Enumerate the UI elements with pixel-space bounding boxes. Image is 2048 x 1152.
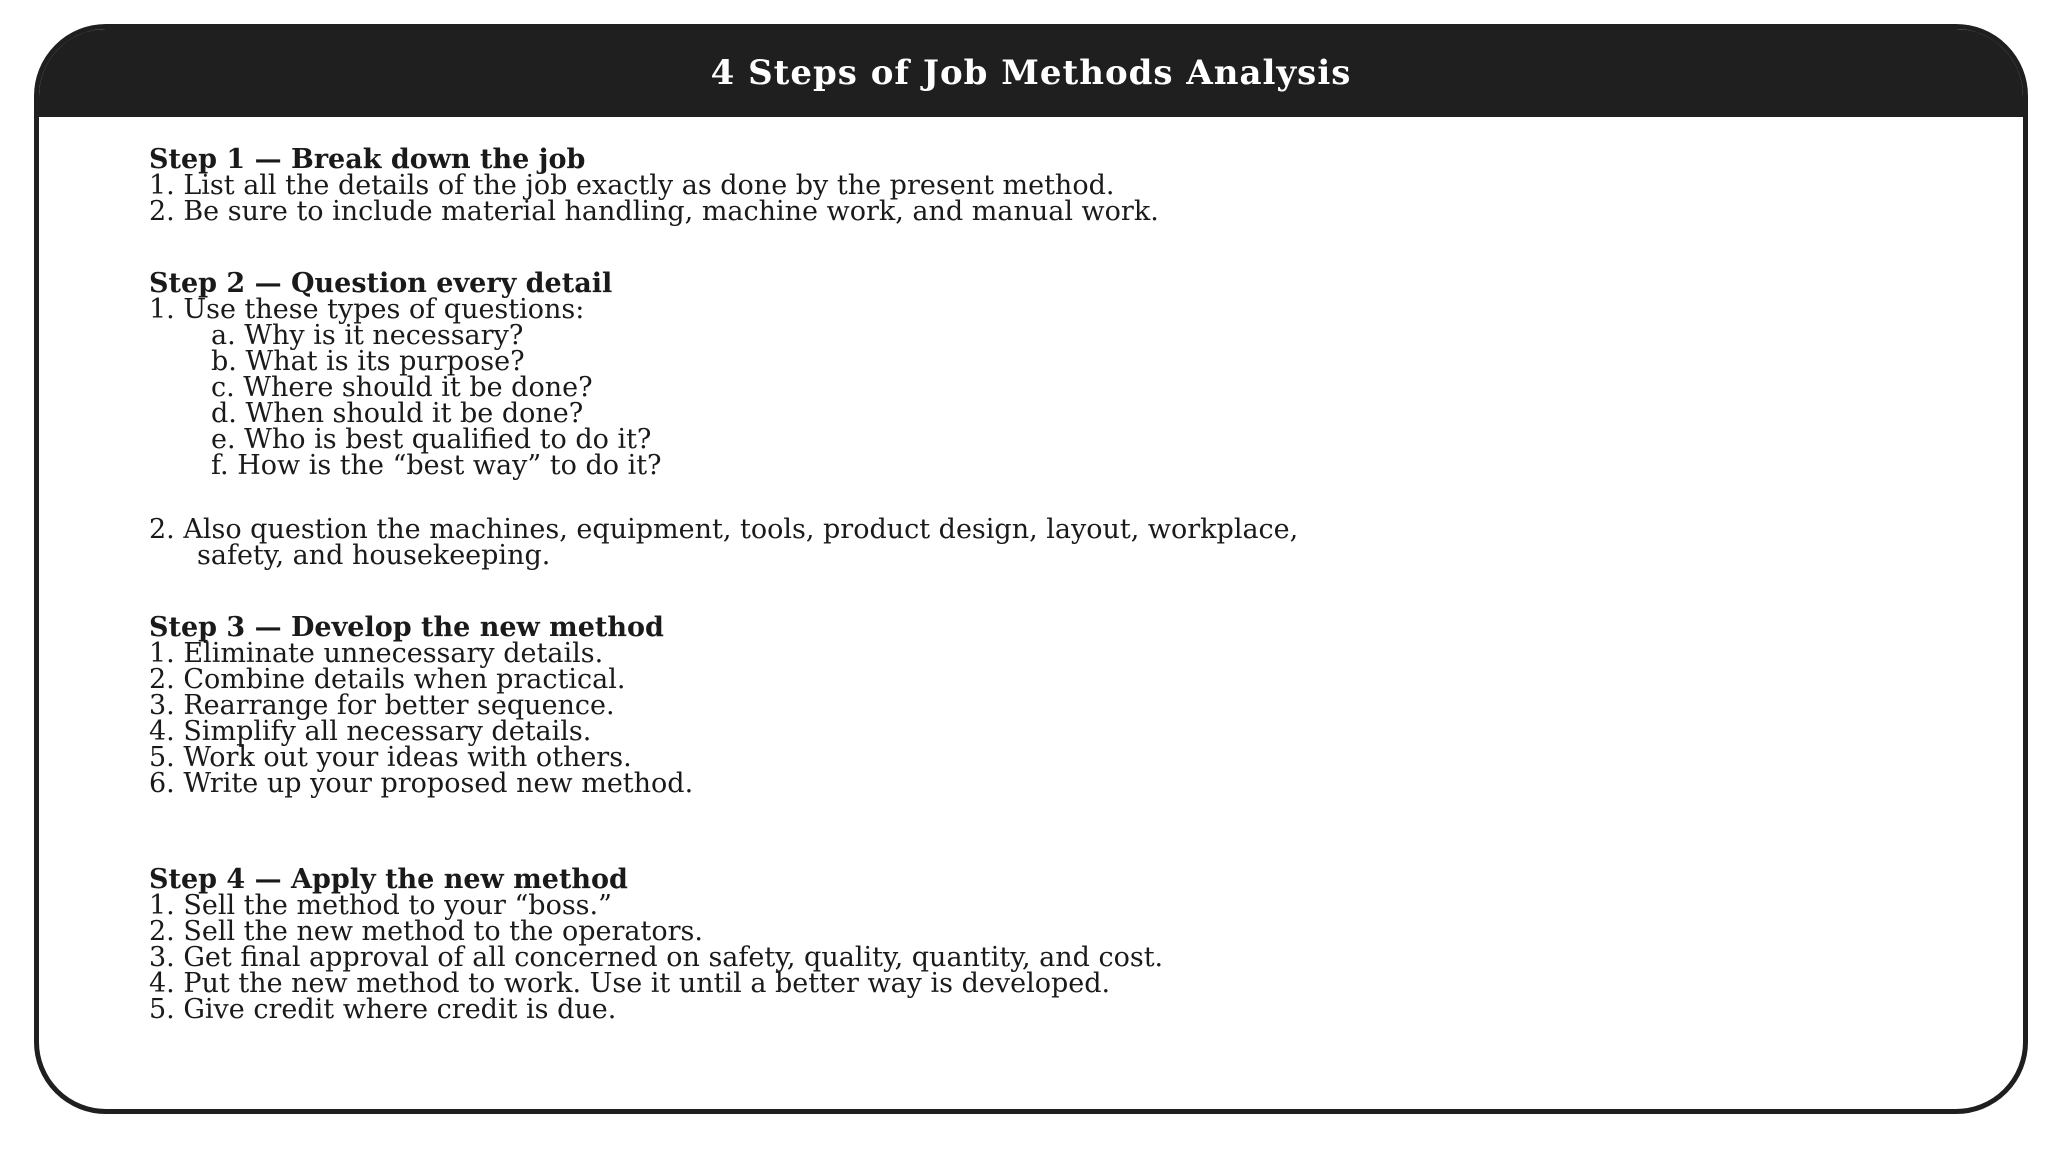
step-3-item-4: 4. Simplify all necessary details. [149, 716, 592, 747]
step-2-subitem-c: c. Where should it be done? [211, 372, 593, 403]
step-2-item-2-line-2: safety, and housekeeping. [197, 540, 551, 571]
title-bar [39, 29, 2023, 117]
step-1-item-2: 2. Be sure to include material handling, machine work, and manual work. [149, 196, 1159, 227]
step-3-item-3: 3. Rearrange for better sequence. [149, 690, 615, 721]
page-title: 4 Steps of Job Methods Analysis [710, 53, 1352, 93]
step-4-heading: Step 4 — Apply the new method [149, 864, 628, 895]
step-3-item-2: 2. Combine details when practical. [149, 664, 626, 695]
step-3-item-6: 6. Write up your proposed new method. [149, 768, 694, 799]
step-1-item-1: 1. List all the details of the job exactly as done by the present method. [149, 170, 1115, 201]
step-3-item-1: 1. Eliminate unnecessary details. [149, 638, 604, 669]
step-2-subitem-f: f. How is the “best way” to do it? [211, 450, 662, 481]
step-3-heading: Step 3 — Develop the new method [149, 612, 664, 643]
step-2-subitem-b: b. What is its purpose? [211, 346, 525, 377]
step-3-item-5: 5. Work out your ideas with others. [149, 742, 632, 773]
step-4-item-4: 4. Put the new method to work. Use it until a better way is developed. [149, 968, 1111, 999]
step-4-section [149, 864, 1963, 1025]
content-card [34, 24, 2028, 1114]
step-3-section [149, 612, 1963, 799]
step-4-item-1: 1. Sell the method to your “boss.” [149, 890, 612, 921]
step-2-subitem-e: e. Who is best qualified to do it? [211, 424, 652, 455]
step-2-section [149, 268, 1963, 571]
step-2-subitem-d: d. When should it be done? [211, 398, 584, 429]
step-2-item-1: 1. Use these types of questions: [149, 294, 585, 325]
step-4-item-3: 3. Get final approval of all concerned on safety, quality, quantity, and cost. [149, 942, 1164, 973]
step-1-section [149, 144, 1963, 227]
step-4-item-2: 2. Sell the new method to the operators. [149, 916, 703, 947]
step-2-heading: Step 2 — Question every detail [149, 268, 613, 299]
step-2-subitem-a: a. Why is it necessary? [211, 320, 524, 351]
step-1-heading: Step 1 — Break down the job [149, 144, 586, 175]
step-4-item-5: 5. Give credit where credit is due. [149, 994, 617, 1025]
document-body [149, 144, 1963, 1069]
step-2-item-2-line-1: 2. Also question the machines, equipment, tools, product design, layout, workplace, [149, 514, 1299, 545]
